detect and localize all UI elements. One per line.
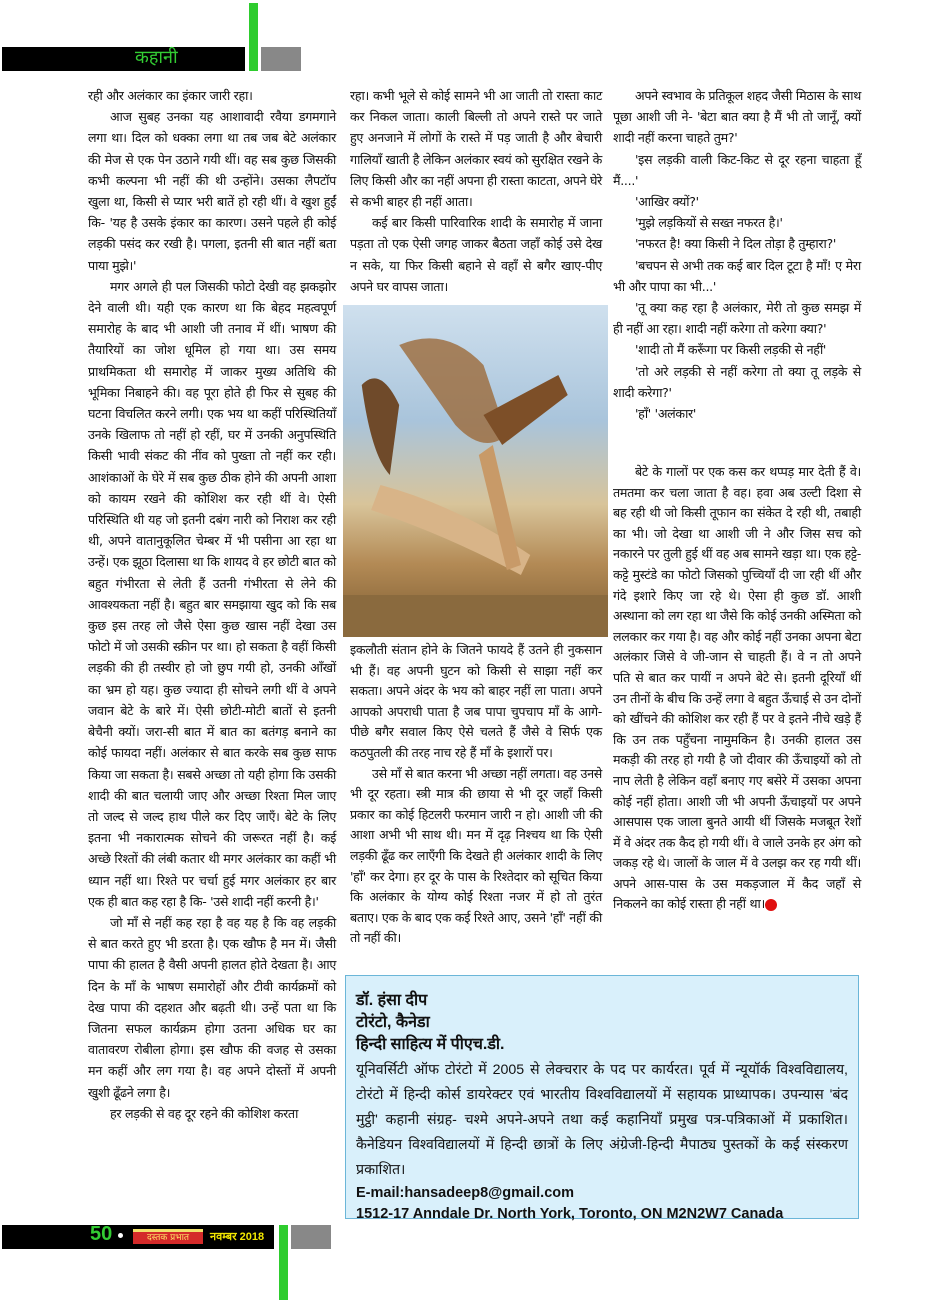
decorative-grey-box [261,47,301,71]
decorative-green-bar [249,3,258,71]
section-header-bar [2,47,245,71]
paragraph: रहा। कभी भूले से कोई सामने भी आ जाती तो रास्ता काट कर निकल जाता। काली बिल्ली तो अपने रास्ते पर जाते हुए अनजाने में लोगों के रास्ते में पड़ जाती है और बेचारी गालियाँ खाती है लेकिन अलंकार स्वयं को सुरक्षित रखने के लिए किसी और का नहीं अपना ही रास्ता काटता, अपने घेरे से कभी बाहर ही नहीं आता। [350,88,602,210]
paragraph: 'तो अरे लड़की से नहीं करेगा तो क्या तू लड़के से शादी करेगा?' [613,363,861,400]
paragraph: रही और अलंकार का इंकार जारी रहा। [88,88,253,103]
author-bio-box [345,975,859,1222]
page-number: 50 [90,1223,113,1245]
paragraph: जो माँ से नहीं कह रहा है वह यह है कि वह लड़की से बात करते हुए भी डरता है। एक खौफ है मन में। जैसी पापा की हालत है वैसी अपनी हालत होते देखता है। आए दिन के माँ के भाषण समारोहों और टीवी कार्यक्रमों को देख पापा की दहशत और बढ़ती थी। उन्हें पता था कि जितना सफल कार्यक्रम होगा उतना अधिक घर का वातावरण रोबीला होगा। इस खौफ की वजह से उसका मन कहीं और लग गया है। वह अपने दोस्तों में अपनी खुशी ढूँढने लगा है। [88,914,336,1100]
magazine-logo: दस्तक प्रभात [133,1229,203,1244]
paragraph: बेटे के गालों पर एक कस कर थप्पड़ मार देती हैं वे। तमतमा कर चला जाता है वह। हवा अब उल्टी दिशा से बह रही थी जो किसी तूफान का संकेत दे रही थी, तबाही का भी। जो देखा था आशी जी ने और जिस सच को नकारने पर तुली हुई थीं वह अब सामने खड़ा था। एक हट्टे-कट्टे मुस्टंडे का फोटो जिसको पुच्चियाँ दी जा रही थीं और गंदे इशारे किए जा रहे थे। ऐसा ही कुछ डॉ. आशी अस्थाना को लग रहा था जैसे कि कोई उनकी अस्मिता को ललकार कर गया है। वह और कोई नहीं उनका अपना बेटा अलंकार जिसे वे जी-जान से चाहती हैं। वे न तो अपने पति से बात कर पायीं न अपने बेटे से। इतनी दूरियाँ थीं उन तीनों के बीच कि उन्हें लगा वे बहुत ऊँचाई से उन दोनों को खींचने की कोशिश कर रही हैं पर वे इतने नीचे खड़े हैं कि उन तक पहुँचना नामुमकिन है। उनकी हालत उस मकड़ी की तरह हो गयी है जो दीवार की ऊँचाइयों को तो नाप लेती है लेकिन वहाँ बनाए गए बसेरे में उसका अपना कोई नहीं होता। आशी जी भी अपनी ऊँचाइयों पर अपने आसपास एक जाला बुनते आयी थीं जिसके मजबूत रेशों में वे अंदर तक कैद हो गयी थीं। वे जाले उनके हर अंग को जकड़ रहे थे। जालों के जाल में वे उलझ कर रह गयी थीं। अपने आस-पास के उस मकड़जाल में कैद जहाँ से निकलने का कोई रास्ता ही नहीं था। [613,464,861,912]
paragraph: अपने स्वभाव के प्रतिकूल शहद जैसी मिठास के साथ पूछा आशी जी ने- 'बेटा बात क्या है मैं भी तो जानूँ, क्यों शादी नहीं करना चाहते तुम?' [613,88,861,146]
issue-date: नवम्बर 2018 [210,1231,265,1243]
column-1 [88,85,336,1124]
paragraph: 'इस लड़की वाली किट-किट से दूर रहना चाहता हूँ मैं....' [613,151,861,188]
surrealist-painting-illustration [343,305,608,637]
paragraph: कई बार किसी पारिवारिक शादी के समारोह में जाना पड़ता तो एक ऐसी जगह जाकर बैठता जहाँ कोई उसे देख न सके, या फिर किसी बहाने से वहाँ से बगैर खाए-पीए अपने घर वापस जाता। [350,215,602,294]
decorative-grey-box-footer [291,1225,331,1249]
paragraph: मगर अगले ही पल जिसकी फोटो देखी वह झकझोर देने वाली थी। यही एक कारण था कि बेहद महत्वपूर्ण समारोह के बाद भी आशी जी तनाव में थीं। भाषण की तैयारियों का जोश धूमिल हो गया था। उस समय प्राथमिकता थी समारोह में जाकर मुख्य अतिथि की भूमिका निबाहने की। वह पूरा होते ही फिर से सुबह की घटना विचलित करने लगी। एक भय था कहीं परिस्थितियाँ उनके खिलाफ तो नहीं हो रहीं, घर में उनकी अनुपस्थिति किसी भावी संकट की नींव को पुख्ता तो नहीं कर रही। आशंकाओं के घेरे में सब कुछ ठीक होने की अपनी आशा को कायम रखने की कोशिश कर रही थीं वे। ऐसी परिस्थिति थी यह जो इतनी दबंग नारी को निराश कर रही थी, अपने वातानुकूलित चेम्बर में भी पसीना आ रहा था उन्हें। एक झूठा दिलासा था कि शायद वे हर छोटी बात को बहुत गंभीरता से लेती हैं उतनी गंभीरता से लेने की आवश्यकता नहीं है। बहुत बार समझाया खुद को कि सब कुछ इस तरह लो जैसे ऐसा कुछ खास नहीं देखा उस फोटो में जो उसकी स्क्रीन पर था। हो सकता है वहीं किसी लड़की की ही तस्वीर हो जो छुप गयी हो, उनकी आँखों का भ्रम हो यह। कुछ ज्यादा ही सोचने लगी थीं वे अपने जवान बेटे के बारे में। ऐसी छोटी-मोटी बातों से इतनी बेचैनी क्यों। जरा-सी बात में बात का बतंगड़ बनाने का कोई फायदा नहीं। अलंकार से बात करके सब कुछ साफ किया जा सकता है। सबसे अच्छा तो यही होगा कि उसकी शादी की बात चलायी जाए और अच्छा रिश्ता मिल जाए तो जल्द से जल्द हाथ पीले कर दिए जाएँ। बेटे के लिए इतना भी नकारात्मक सोचने की जरूरत नहीं है। कई अच्छे रिश्तों की लंबी कतार थी मगर अलंकार का कहीं भी ध्यान नहीं था। रिश्ते पर चर्चा हुई मगर अलंकार हर बार एक ही बात कह रहा है कि- 'उसे शादी नहीं करनी है।' [88,278,336,909]
column-3-bottom [613,462,861,915]
paragraph: उसे माँ से बात करना भी अच्छा नहीं लगता। वह उनसे भी दूर रहता। स्त्री मात्र की छाया से भी दूर जहाँ किसी प्रकार का कोई हिटलरी फरमान जारी न हो। आशी जी की आशा अभी भी साथ थी। मन में दृढ़ निश्चय था कि ऐसी लड़की ढूँढ कर लाएँगी कि देखते ही अलंकार शादी के लिए 'हाँ' कर देगा। हर दूर के पास के रिश्तेदार को सूचित किया कि अलंकार के योग्य कोई रिश्ता नजर में हो तो तुरंत बताए। एक के बाद एक कई रिश्ते आए, उसने 'हाँ' नहीं की तो नहीं की। [350,765,602,946]
paragraph: आज सुबह उनका यह आशावादी रवैया डगमगाने लगा था। दिल को धक्का लगा था तब जब बेटे अलंकार की मेज से एक पेन उठाने गयी थीं। वह सब कुछ जिसकी कभी कल्पना भी नहीं की थी उन्होंने। उसका लैपटॉप खुला था, किसी से प्यार भरी बातें हो रही थीं। वे खुश हुईं कि- 'यह है उसके इंकार का कारण। उसने पहले ही कोई लड़की पसंद कर रखी है। पगला, इतनी सी बात नहीं बता पाया मुझे।' [88,109,336,273]
paragraph: 'शादी तो मैं करूँगा पर किसी लड़की से नहीं' [635,342,827,358]
paragraph: 'हाँ' 'अलंकार' [635,406,697,422]
paragraph: इकलौती संतान होने के जितने फायदे हैं उतने ही नुकसान भी हैं। वह अपनी घुटन को किसी से साझा नहीं कर सकता। अपने अंदर के भय को बाहर नहीं ला पाता। अपने आपको अपराधी पाता है जब पापा चुपचाप माँ के आगे-पीछे बगैर सवाल किए ऐसे चलते हैं जैसे वे सिर्फ एक कठपुतली की तरह नाच रहे हैं माँ के इशारों पर। [350,642,602,760]
paragraph: 'नफरत है! क्या किसी ने दिल तोड़ा है तुम्हारा?' [635,236,837,252]
paragraph: 'तू क्या कह रहा है अलंकार, मेरी तो कुछ समझ में ही नहीं आ रहा। शादी नहीं करेगा तो करेगा क्या?' [613,300,861,337]
author-degree: हिन्दी साहित्य में पीएच.डी. [356,1036,505,1053]
section-title: कहानी [135,47,178,68]
author-email: E-mail:hansadeep8@gmail.com [356,1185,575,1201]
author-description: यूनिवर्सिटी ऑफ टोरंटो में 2005 से लेक्चरार के पद पर कार्यरत। पूर्व में न्यूयॉर्क विश्वविद्यालय, टोरंटो में हिन्दी कोर्स डायरेक्टर एवं भारतीय विश्वविद्यालयों में सहायक प्राध्यापक। उपन्यास 'बंद मुट्ठी' कहानी संग्रह- चश्मे अपने-अपने तथा कई कहानियाँ प्रमुख पत्र-पत्रिकाओं में प्रकाशित। कैनेडियन विश्वविद्यालयों में हिन्दी छात्रों के लिए अंग्रेजी-हिन्दी मैपाठ्य पुस्तकों के कई संस्करण प्रकाशित। [356,1062,848,1178]
author-name: डॉ. हंसा दीप [356,992,428,1009]
author-address: 1512-17 Anndale Dr. North York, Toronto, ON M2N2W7 Canada [356,1206,784,1222]
bullet-dot [118,1233,123,1238]
column-3-top [613,85,861,424]
paragraph: 'आखिर क्यों?' [635,194,699,210]
paragraph: 'मुझे लड़कियों से सख्त नफरत है।' [635,215,783,231]
column-2-top [350,85,602,297]
end-of-story-mark [765,899,777,911]
decorative-green-bar-footer [279,1225,288,1300]
column-2-bottom [350,640,602,949]
author-city: टोरंटो, कैनेडा [356,1014,430,1031]
paragraph: हर लड़की से वह दूर रहने की कोशिश करता [110,1105,299,1121]
paragraph: 'बचपन से अभी तक कई बार दिल टूटा है माँ! ए मेरा भी और पापा का भी...' [613,257,861,294]
